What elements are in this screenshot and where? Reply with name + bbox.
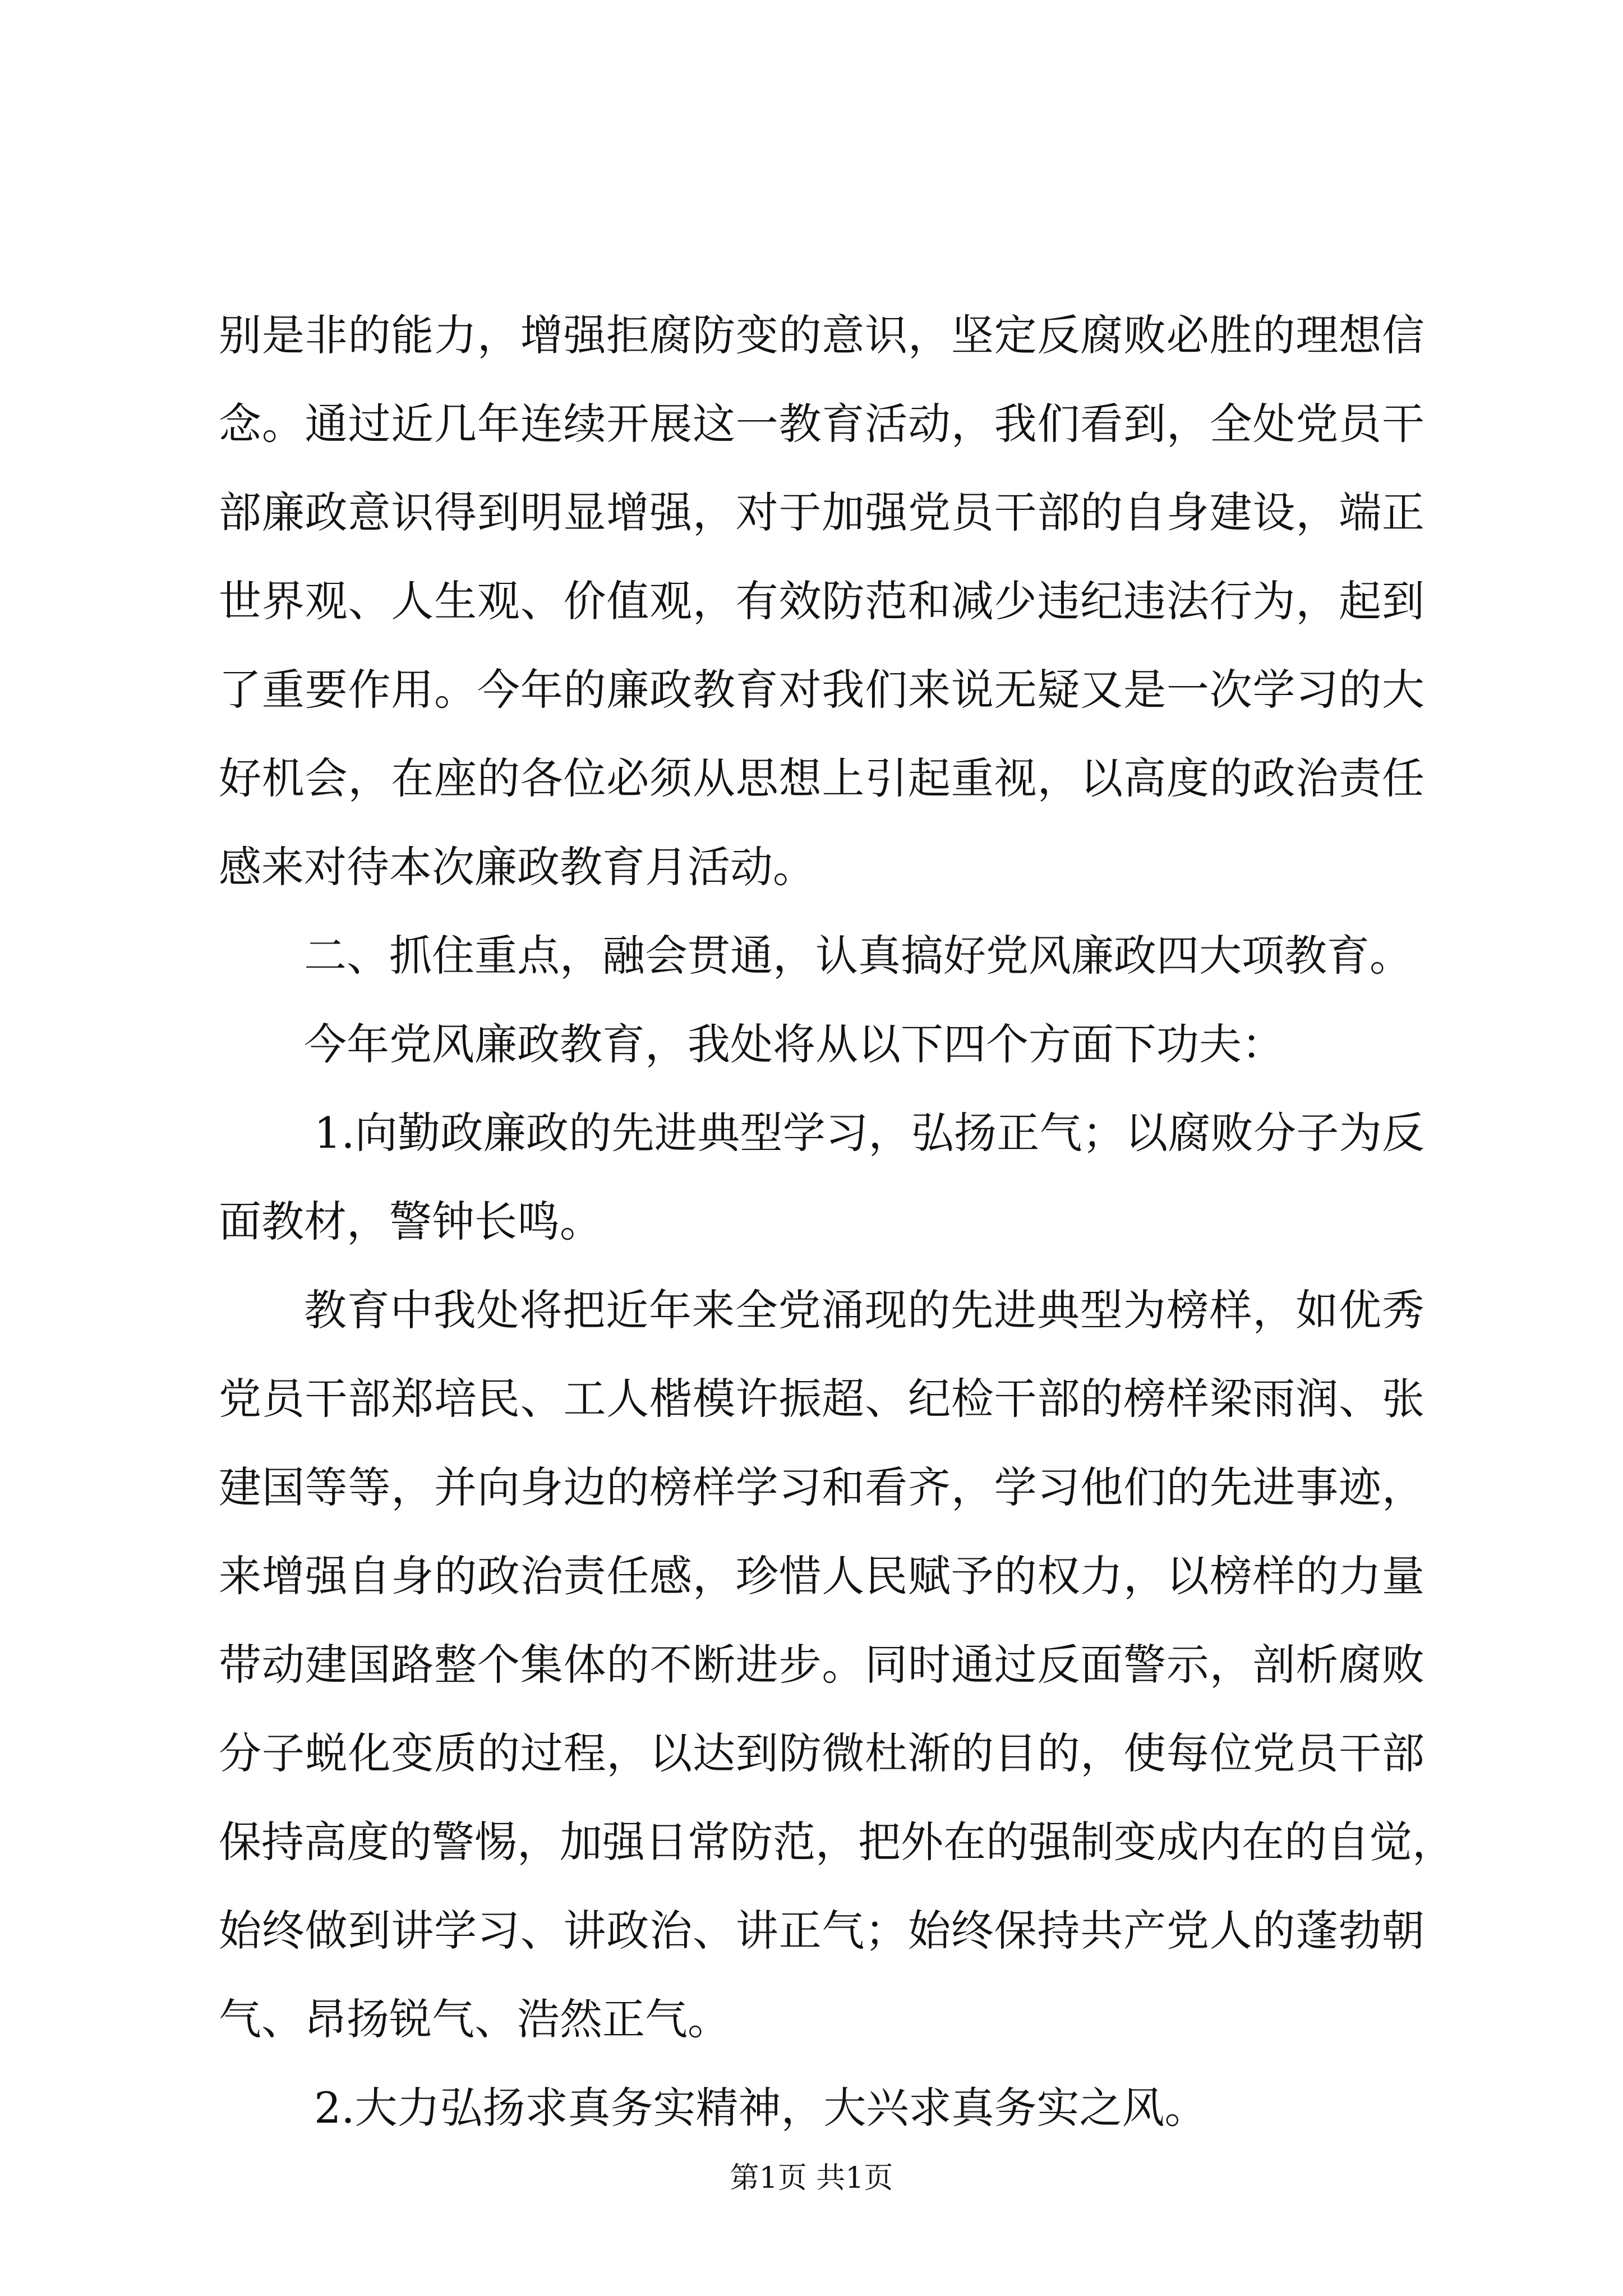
text-line: 世界观、人生观、价值观，有效防范和减少违纪违法行为，起到 bbox=[219, 576, 1424, 626]
text-line: 念。通过近几年连续开展这一教育活动，我们看到，全处党员干 bbox=[219, 399, 1424, 449]
text-line: 分子蜕化变质的过程，以达到防微杜渐的目的，使每位党员干部 bbox=[219, 1728, 1424, 1778]
section-heading: 二、抓住重点，融会贯通，认真搞好党风廉政四大项教育。 bbox=[304, 931, 1412, 981]
text-line: 带动建国路整个集体的不断进步。同时通过反面警示，剖析腐败 bbox=[219, 1640, 1424, 1690]
text-line: 别是非的能力，增强拒腐防变的意识，坚定反腐败必胜的理想信 bbox=[219, 310, 1424, 360]
numbered-item: 1.向勤政廉政的先进典型学习，弘扬正气；以腐败分子为反 bbox=[314, 1108, 1424, 1158]
text-line: 气、昂扬锐气、浩然正气。 bbox=[219, 1994, 730, 2044]
page-number-footer: 第1页 共1页 bbox=[730, 2161, 893, 2195]
text-line: 建国等等，并向身边的榜样学习和看齐，学习他们的先进事迹， bbox=[219, 1462, 1424, 1512]
text-line: 感来对待本次廉政教育月活动。 bbox=[219, 842, 815, 892]
text-line: 保持高度的警惕，加强日常防范，把外在的强制变成内在的自觉， bbox=[219, 1817, 1455, 1867]
text-line: 今年党风廉政教育，我处将从以下四个方面下功夫： bbox=[304, 1019, 1284, 1069]
text-line: 面教材，警钟长鸣。 bbox=[219, 1197, 602, 1246]
text-line: 好机会，在座的各位必须从思想上引起重视，以高度的政治责任 bbox=[219, 753, 1424, 803]
numbered-item: 2.大力弘扬求真务实精神，大兴求真务实之风。 bbox=[314, 2083, 1207, 2133]
text-line: 党员干部郑培民、工人楷模许振超、纪检干部的榜样梁雨润、张 bbox=[219, 1374, 1424, 1424]
text-line: 了重要作用。今年的廉政教育对我们来说无疑又是一次学习的大 bbox=[219, 665, 1424, 715]
text-line: 部廉政意识得到明显增强，对于加强党员干部的自身建设，端正 bbox=[219, 487, 1424, 537]
text-line: 来增强自身的政治责任感，珍惜人民赋予的权力，以榜样的力量 bbox=[219, 1551, 1424, 1601]
text-line: 教育中我处将把近年来全党涌现的先进典型为榜样，如优秀 bbox=[304, 1285, 1424, 1335]
text-line: 始终做到讲学习、讲政治、讲正气；始终保持共产党人的蓬勃朝 bbox=[219, 1906, 1424, 1955]
